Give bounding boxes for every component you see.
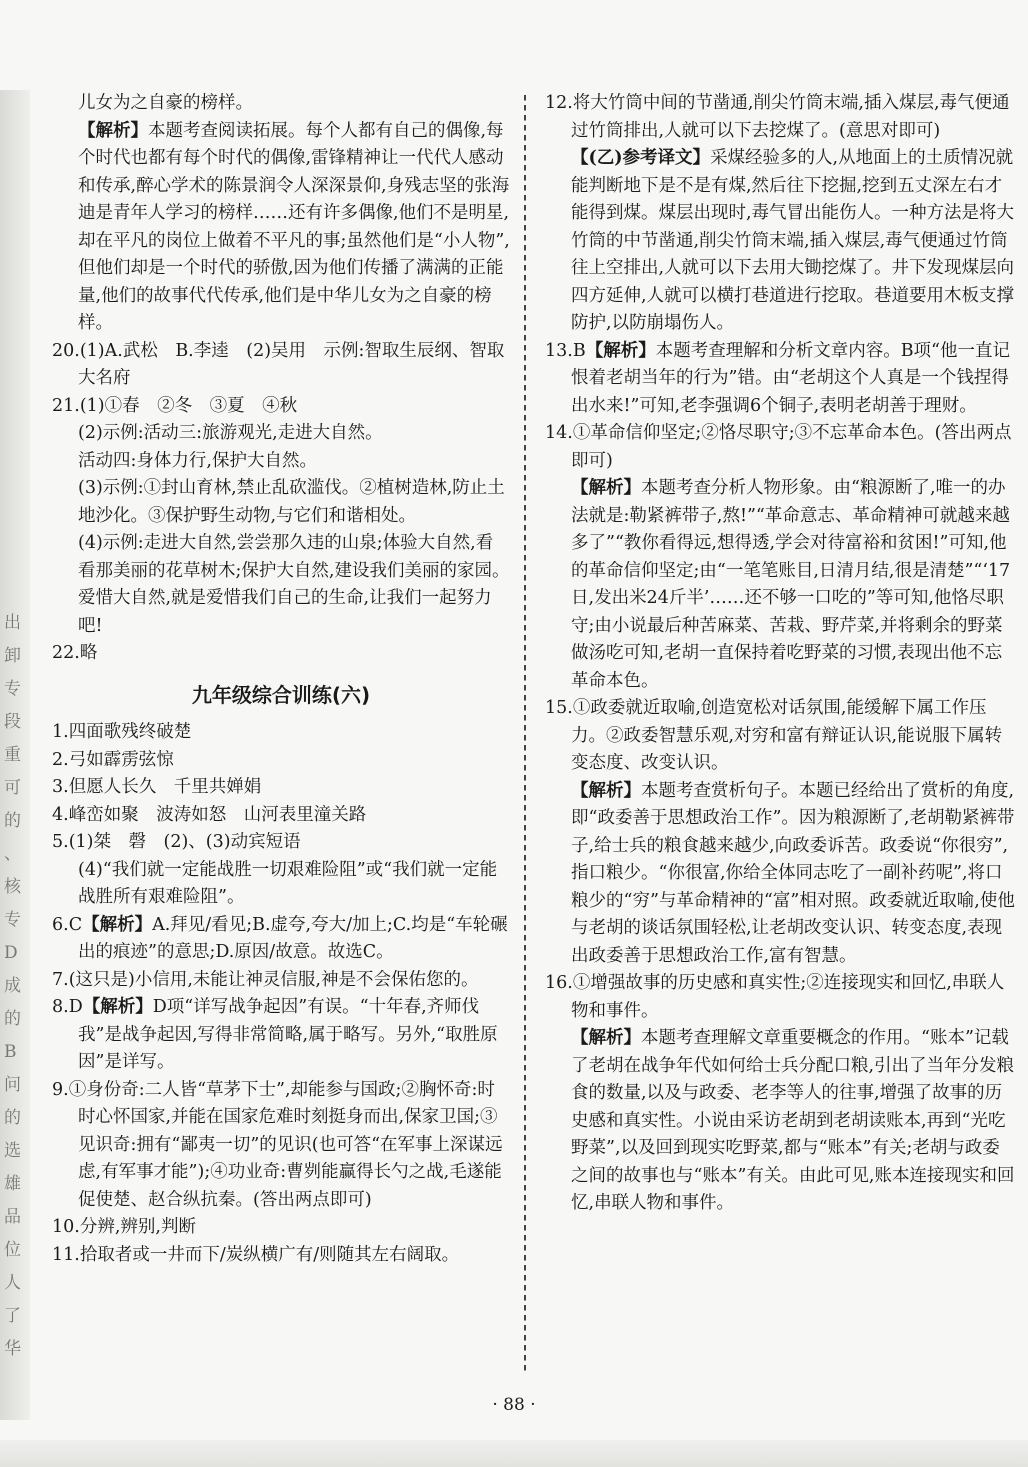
- gutter-char: B: [4, 1042, 17, 1062]
- gutter-char: 的: [4, 1108, 21, 1128]
- answer-paragraph: [52, 719, 510, 747]
- gutter-char: 人: [4, 1273, 21, 1293]
- answer-paragraph: [52, 967, 510, 995]
- paragraph-text: 15.①政委就近取喻,创造宽松对话氛围,能缓解下属工作压力。②政委智慧乐观,对穷和富有辩证认识,能说服下属转变态度、改变认识。: [545, 698, 1003, 773]
- answer-paragraph: [52, 90, 510, 118]
- answer-paragraph: [52, 118, 510, 338]
- answer-paragraph: [52, 829, 510, 857]
- gutter-char: 卸: [4, 646, 21, 666]
- answer-paragraph: [52, 530, 510, 640]
- paragraph-text: 本题考查理解文章重要概念的作用。“账本”记载了老胡在战争年代如何给士兵分配口粮,引出了当年分发粮食的数量,以及与政委、老李等人的往事,增强了故事的历史感和真实性。小说由采访老胡到老胡读账本,再到“光吃野菜”,以及回到现实吃野菜,都与“账本”有关;老胡与政委之间的故事也与“账本”有关。由此可见,账本连接现实和回忆,串联人物和事件。: [571, 1028, 1015, 1213]
- answer-paragraph: [52, 912, 510, 967]
- gutter-char: 问: [4, 1075, 21, 1095]
- paragraph-text: 儿女为之自豪的榜样。: [78, 93, 253, 113]
- gutter-char: 、: [4, 844, 21, 864]
- paragraph-text: 16.①增强故事的历史感和真实性;②连接现实和回忆,串联人物和事件。: [545, 973, 1005, 1021]
- gutter-char: 华: [4, 1339, 21, 1359]
- paragraph-text: 2.弓如霹雳弦惊: [52, 749, 174, 770]
- paragraph-text: 22.略: [52, 643, 98, 663]
- analysis-tag: 【解析】: [82, 914, 153, 935]
- paragraph-text: 14.①革命信仰坚定;②恪尽职守;③不忘革命本色。(答出两点即可): [545, 423, 1012, 471]
- gutter-char: 了: [4, 1306, 21, 1326]
- answer-key: 13.B: [545, 340, 586, 361]
- paragraph-text: 3.但愿人长久 千里共婵娟: [52, 777, 262, 797]
- answer-paragraph: [52, 774, 510, 802]
- paragraph-text: (3)示例:①封山育林,禁止乱砍滥伐。②植树造林,防止土地沙化。③保护野生动物,与它们和谐相处。: [78, 478, 505, 526]
- paragraph-text: 本题考查理解和分析文章内容。B项“他一直记恨着老胡当年的行为”错。由“老胡这个人真是一个钱捏得出水来!”可知,老李强调6个铜子,表明老胡善于理财。: [571, 340, 1011, 416]
- answer-key: 8.D: [52, 997, 83, 1017]
- analysis-tag: 【解析】: [82, 997, 153, 1017]
- analysis-tag: 【(乙)参考译文】: [571, 148, 711, 168]
- bottom-scan-edge: [0, 1440, 1028, 1467]
- paragraph-text: (2)示例:活动三:旅游观光,走进大自然。: [78, 423, 383, 443]
- answer-paragraph: [545, 778, 1015, 971]
- paragraph-text: 5.(1)桀 磬 (2)、(3)动宾短语: [52, 832, 301, 852]
- paragraph-text: 1.四面歌残终破楚: [52, 722, 192, 742]
- analysis-tag: 【解析】: [571, 1028, 641, 1048]
- paragraph-text: (4)“我们就一定能战胜一切艰难险阻”或“我们就一定能战胜所有艰难险阻”。: [78, 859, 498, 907]
- answer-paragraph: [52, 1077, 510, 1215]
- gutter-char: 雄: [4, 1174, 21, 1194]
- answer-paragraph: [52, 1242, 510, 1270]
- gutter-char: 位: [4, 1240, 21, 1260]
- analysis-tag: 【解析】: [571, 780, 641, 801]
- answer-paragraph: [52, 1214, 510, 1242]
- gutter-char: D: [4, 943, 18, 963]
- answer-paragraph: [545, 90, 1015, 145]
- answer-paragraph: [545, 420, 1015, 475]
- analysis-tag: 【解析】: [78, 120, 148, 141]
- page-number: · 88 ·: [492, 1395, 536, 1415]
- gutter-char: 核: [4, 877, 21, 897]
- answer-paragraph: [545, 695, 1015, 778]
- paragraph-text: 4.峰峦如聚 波涛如怒 山河表里潼关路: [52, 804, 367, 825]
- paragraph-text: A.拜见/看见;B.虚夸,夸大/加上;C.均是“车轮碾出的痕迹”的意思;D.原因/故意。故选C。: [78, 914, 508, 962]
- analysis-tag: 【解析】: [585, 340, 656, 361]
- gutter-char: 的: [4, 811, 21, 831]
- gutter-char: 成: [4, 976, 21, 996]
- answer-paragraph: [545, 145, 1015, 338]
- answer-paragraph: [52, 994, 510, 1077]
- answer-paragraph: [52, 338, 510, 393]
- answer-key: 6.C: [52, 914, 83, 935]
- gutter-char: 段: [4, 712, 21, 732]
- paragraph-text: 本题考查分析人物形象。由“粮源断了,唯一的办法就是:勒紧裤带子,熬!”“革命意志、革命精神可就越来越多了”“教你看得远,想得透,学会对待富裕和贫困!”可知,他的革命信仰坚定;由“一笔笔账目,日清月结,很是清楚”“‘17日,发出米24斤半’……还不够一口吃的”等可知,他恪尽职守;由小说最后种苦麻菜、苦栽、野芹菜,并将剩余的野菜做汤吃可知,老胡一直保持着吃野菜的习惯,表现出他不忘革命本色。: [571, 478, 1011, 691]
- left-column: [52, 90, 510, 1269]
- paragraph-text: 20.(1)A.武松 B.李逵 (2)吴用 示例:智取生辰纲、智取大名府: [52, 340, 505, 388]
- paragraph-text: 9.①身份奇:二人皆“草茅下士”,却能参与国政;②胸怀奇:时时心怀国家,并能在国家危难时刻挺身而出,保家卫国;③见识奇:拥有“鄙夷一切”的见识(也可答“在军事上深谋远虑,有军事才能”);④功业奇:曹刿能赢得长勺之战,毛遂能促使楚、赵合纵抗秦。(答出两点即可): [52, 1079, 503, 1210]
- gutter-char: 的: [4, 1009, 21, 1029]
- answer-paragraph: [52, 802, 510, 830]
- answer-paragraph: [52, 420, 510, 448]
- column-divider: [524, 95, 526, 1375]
- answer-paragraph: [545, 970, 1015, 1025]
- right-column: [545, 90, 1015, 1218]
- paragraph-text: 采煤经验多的人,从地面上的土质情况就能判断地下是不是有煤,然后往下挖掘,挖到五丈深左右才能得到煤。煤层出现时,毒气冒出能伤人。一种方法是将大竹筒的中节凿通,削尖竹筒末端,插入煤层,毒气便通过竹筒往上空排出,人就可以下去用大锄挖煤了。井下发现煤层向四方延伸,人就可以横打巷道进行挖取。巷道要用木板支撑防护,以防崩塌伤人。: [571, 148, 1015, 333]
- paragraph-text: 本题考查阅读拓展。每个人都有自己的偶像,每个时代也都有每个时代的偶像,雷锋精神让一代代人感动和传承,醉心学术的陈景润令人深深景仰,身残志坚的张海迪是青年人学习的榜样……还有许多偶像,他们不是明星,却在平凡的岗位上做着不平凡的事;虽然他们是“小人物”,但他们却是一个时代的骄傲,因为他们传播了满满的正能量,他们的故事代代传承,他们是中华儿女为之自豪的榜样。: [78, 120, 510, 333]
- section-title: 九年级综合训练(六): [191, 682, 371, 707]
- gutter-char: 专: [4, 679, 21, 699]
- paragraph-text: 21.(1)①春 ②冬 ③夏 ④秋: [52, 395, 298, 416]
- paragraph-text: 10.分辨,辨别,判断: [52, 1217, 196, 1237]
- gutter-char: 选: [4, 1141, 21, 1161]
- paragraph-text: 7.(这只是)小信用,未能让神灵信服,神是不会保佑您的。: [52, 969, 479, 990]
- answer-paragraph: [545, 338, 1015, 421]
- gutter-char: 专: [4, 910, 21, 930]
- analysis-tag: 【解析】: [571, 478, 641, 498]
- answer-paragraph: [52, 857, 510, 912]
- paragraph-text: 11.拾取者或一井而下/炭纵横广有/则随其左右阔取。: [52, 1244, 460, 1265]
- answer-paragraph: [52, 448, 510, 476]
- paragraph-text: (4)示例:走进大自然,尝尝那久违的山泉;体验大自然,看看那美丽的花草树木;保护大自然,建设我们美丽的家园。爱惜大自然,就是爱惜我们自己的生命,让我们一起努力吧!: [78, 533, 510, 636]
- answer-paragraph: [52, 475, 510, 530]
- paragraph-text: 活动四:身体力行,保护大自然。: [78, 450, 317, 471]
- answer-paragraph: [52, 747, 510, 775]
- paragraph-text: D项“详写战争起因”有误。“十年春,齐师伐我”是战争起因,写得非常简略,属于略写。另外,“取胜原因”是详写。: [78, 997, 498, 1072]
- answer-paragraph: [545, 1025, 1015, 1218]
- answer-paragraph: [52, 393, 510, 421]
- answer-paragraph: [52, 640, 510, 668]
- gutter-char: 品: [4, 1207, 21, 1227]
- gutter-char: 重: [4, 745, 21, 765]
- gutter-char: 可: [4, 778, 21, 798]
- answer-paragraph: [545, 475, 1015, 695]
- paragraph-text: 本题考查赏析句子。本题已经给出了赏析的角度,即“政委善于思想政治工作”。因为粮源断了,老胡勒紧裤带子,给士兵的粮食越来越少,向政委诉苦。政委说“你很穷”,指口粮少。“你很富,你给全体同志吃了一副补药呢”,将口粮少的“穷”与革命精神的“富”相对照。政委就近取喻,使他与老胡的谈话氛围轻松,让老胡改变认识、转变态度,表现出政委善于思想政治工作,富有智慧。: [571, 780, 1015, 966]
- paragraph-text: 12.将大竹筒中间的节凿通,削尖竹筒末端,插入煤层,毒气便通过竹筒排出,人就可以下去挖煤了。(意思对即可): [545, 93, 1010, 141]
- gutter-char: 出: [4, 613, 21, 633]
